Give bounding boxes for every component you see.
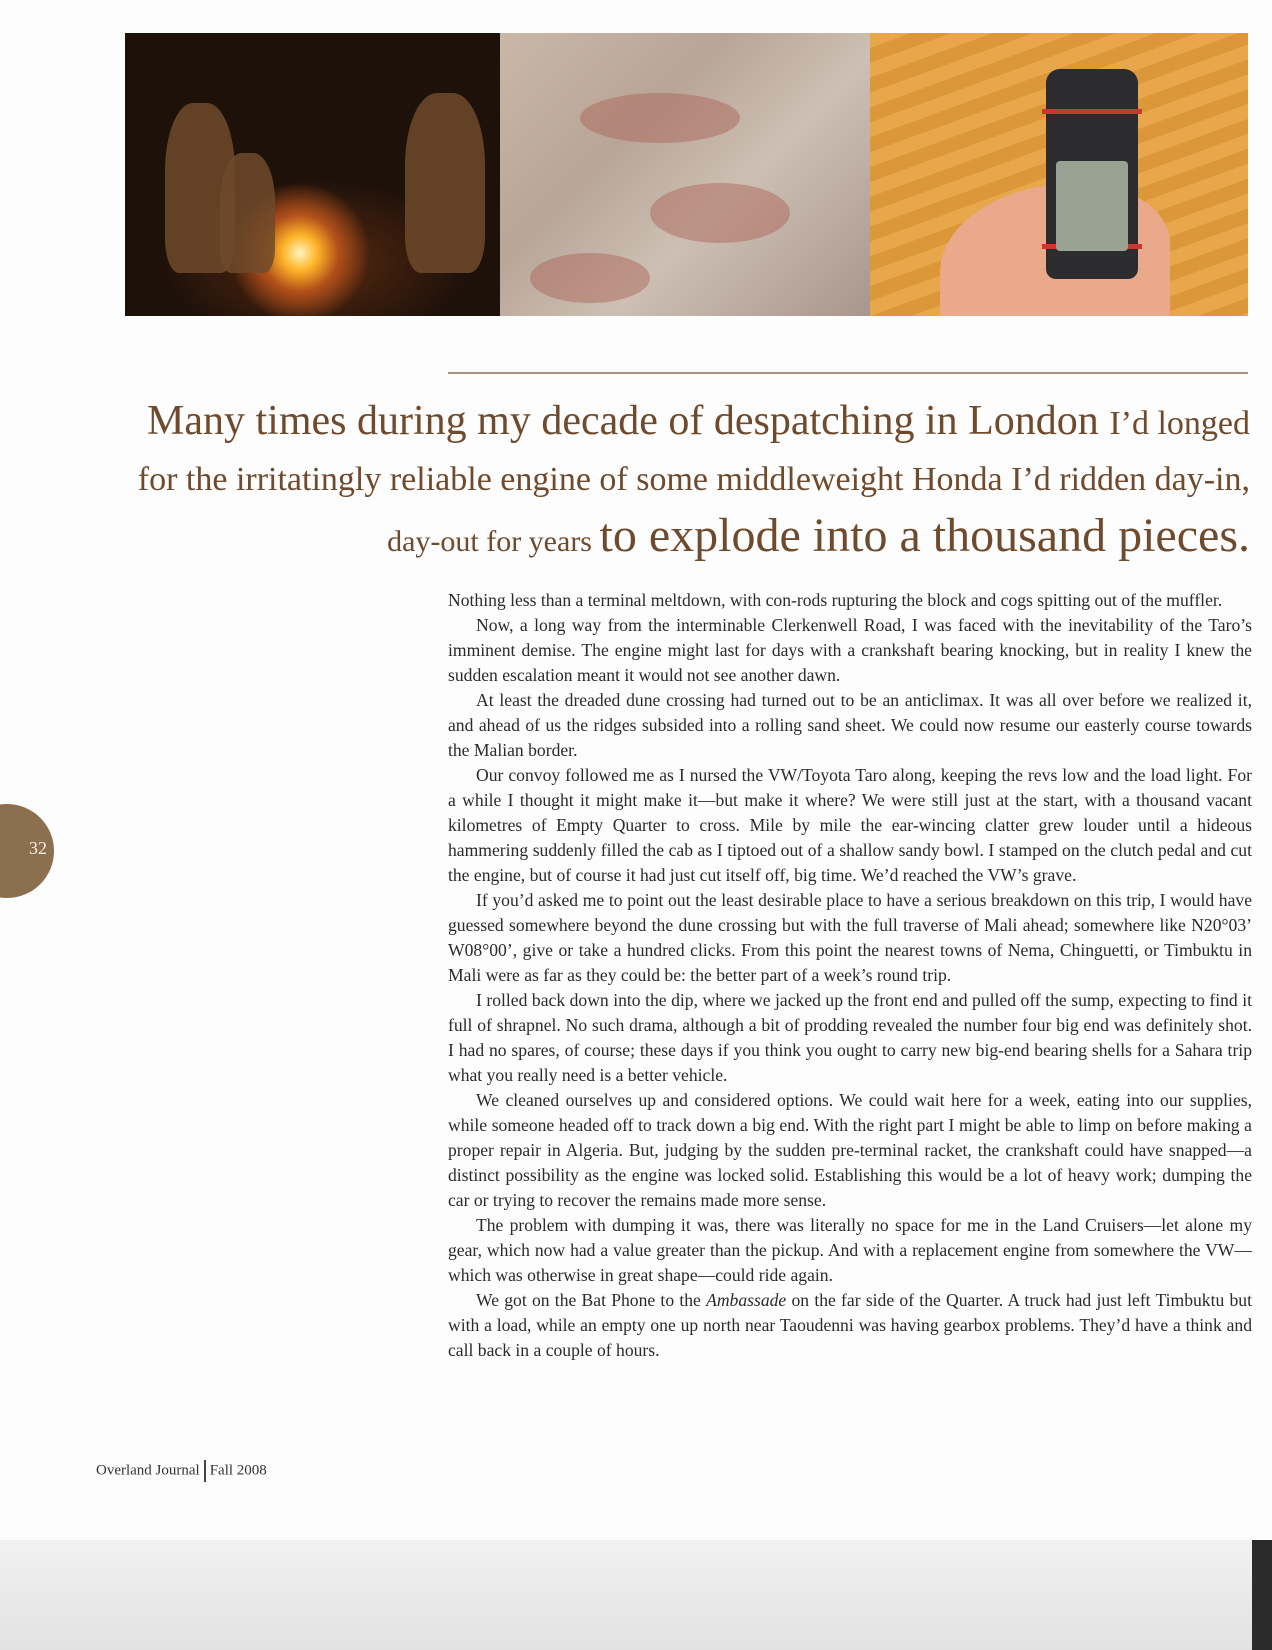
footer-issue: Fall 2008 <box>209 1462 267 1479</box>
pull-quote-line1: Many times during my decade of despatching in London <box>147 398 1099 444</box>
pull-quote-line1-small: I’d longed <box>1109 405 1250 442</box>
ambassade-italic: Ambassade <box>706 1290 787 1310</box>
last-paragraph-start: We got on the Bat Phone to the <box>476 1290 707 1310</box>
pull-quote <box>70 393 1250 570</box>
scan-margin <box>0 1540 1272 1650</box>
pull-quote-line3-big: to explode into a thousand pieces. <box>599 509 1250 562</box>
article-body <box>448 588 1252 1363</box>
pull-quote-line3-small: day-out for years <box>387 525 592 558</box>
pull-quote-line2: for the irritatingly reliable engine of some middleweight Honda I’d ridden day-in, <box>137 461 1250 498</box>
body-paragraph-last <box>448 1288 1252 1363</box>
footer <box>96 1460 267 1482</box>
gps-photo <box>870 33 1248 316</box>
body-paragraph: The problem with dumping it was, there was literally no space for me in the Land Cruisers—let alone my gear, which now had a value greater than the pickup. And with a replacement engine from somewhere the VW—which was otherwise in great shape—could ride again. <box>448 1215 1252 1285</box>
body-paragraph: We cleaned ourselves up and considered options. We could wait here for a week, eating into our supplies, while someone headed off to track down a big end. With the right part I might be able to limp on before making a proper repair in Algeria. But, judging by the sudden pre-terminal racket, the crankshaft could have snapped—a distinct possibility as the engine was locked solid. Establishing this would be a lot of heavy work; dumping the car or trying to recover the remains made more sense. <box>448 1090 1252 1210</box>
body-paragraph: At least the dreaded dune crossing had turned out to be an anticlimax. It was all over before we realized it, and ahead of us the ridges subsided into a rolling sand sheet. We could now resume our easterly course towards the Malian border. <box>448 690 1252 760</box>
page-number: 32 <box>29 838 47 858</box>
body-paragraph: Our convoy followed me as I nursed the VW/Toyota Taro along, keeping the revs low and the load light. For a while I thought it might make it—but make it where? We were still just at the start, with a thousand vacant kilometres of Empty Quarter to cross. Mile by mile the ear-wincing clatter grew louder until a hideous hammering suddenly filled the cab as I tiptoed out of a shallow sandy bowl. I stamped on the clutch pedal and cut the engine, but of course it had just cut itself off, big time. We’d reached the VW’s grave. <box>448 765 1252 885</box>
campfire-photo <box>125 33 500 316</box>
photo-strip <box>125 33 1248 316</box>
body-paragraph: Now, a long way from the interminable Clerkenwell Road, I was faced with the inevitability of the Taro’s imminent demise. The engine might last for days with a crankshaft bearing knocking, but in reality I knew the sudden escalation meant it would not see another dawn. <box>448 615 1252 685</box>
rock-art-photo <box>500 33 870 316</box>
footer-separator <box>204 1460 206 1482</box>
last-paragraph-end: on the far side of the Quarter. A truck had just left Timbuktu but with a load, while an empty one up north near Taoudenni was having gearbox problems. They’d have a think and call back in a couple of hours. <box>448 1290 1252 1360</box>
body-paragraph: I rolled back down into the dip, where we jacked up the front end and pulled off the sump, expecting to find it full of shrapnel. No such drama, although a bit of prodding revealed the number four big end was definitely shot. I had no spares, of course; these days if you think you ought to carry new big-end bearing shells for a Sahara trip what you really need is a better vehicle. <box>448 990 1252 1085</box>
footer-publication: Overland Journal <box>96 1462 200 1479</box>
divider-rule <box>448 372 1248 374</box>
body-paragraph: If you’d asked me to point out the least desirable place to have a serious breakdown on this trip, I would have guessed somewhere beyond the dune crossing but with the full traverse of Mali ahead; somewhere like N20°03’ W08°00’, give or take a hundred clicks. From this point the nearest towns of Nema, Chinguetti, or Timbuktu in Mali were as far as they could be: the better part of a week’s round trip. <box>448 890 1252 985</box>
body-paragraph: Nothing less than a terminal meltdown, with con-rods rupturing the block and cogs spitting out of the muffler. <box>448 590 1223 610</box>
scan-edge <box>1252 1540 1272 1650</box>
